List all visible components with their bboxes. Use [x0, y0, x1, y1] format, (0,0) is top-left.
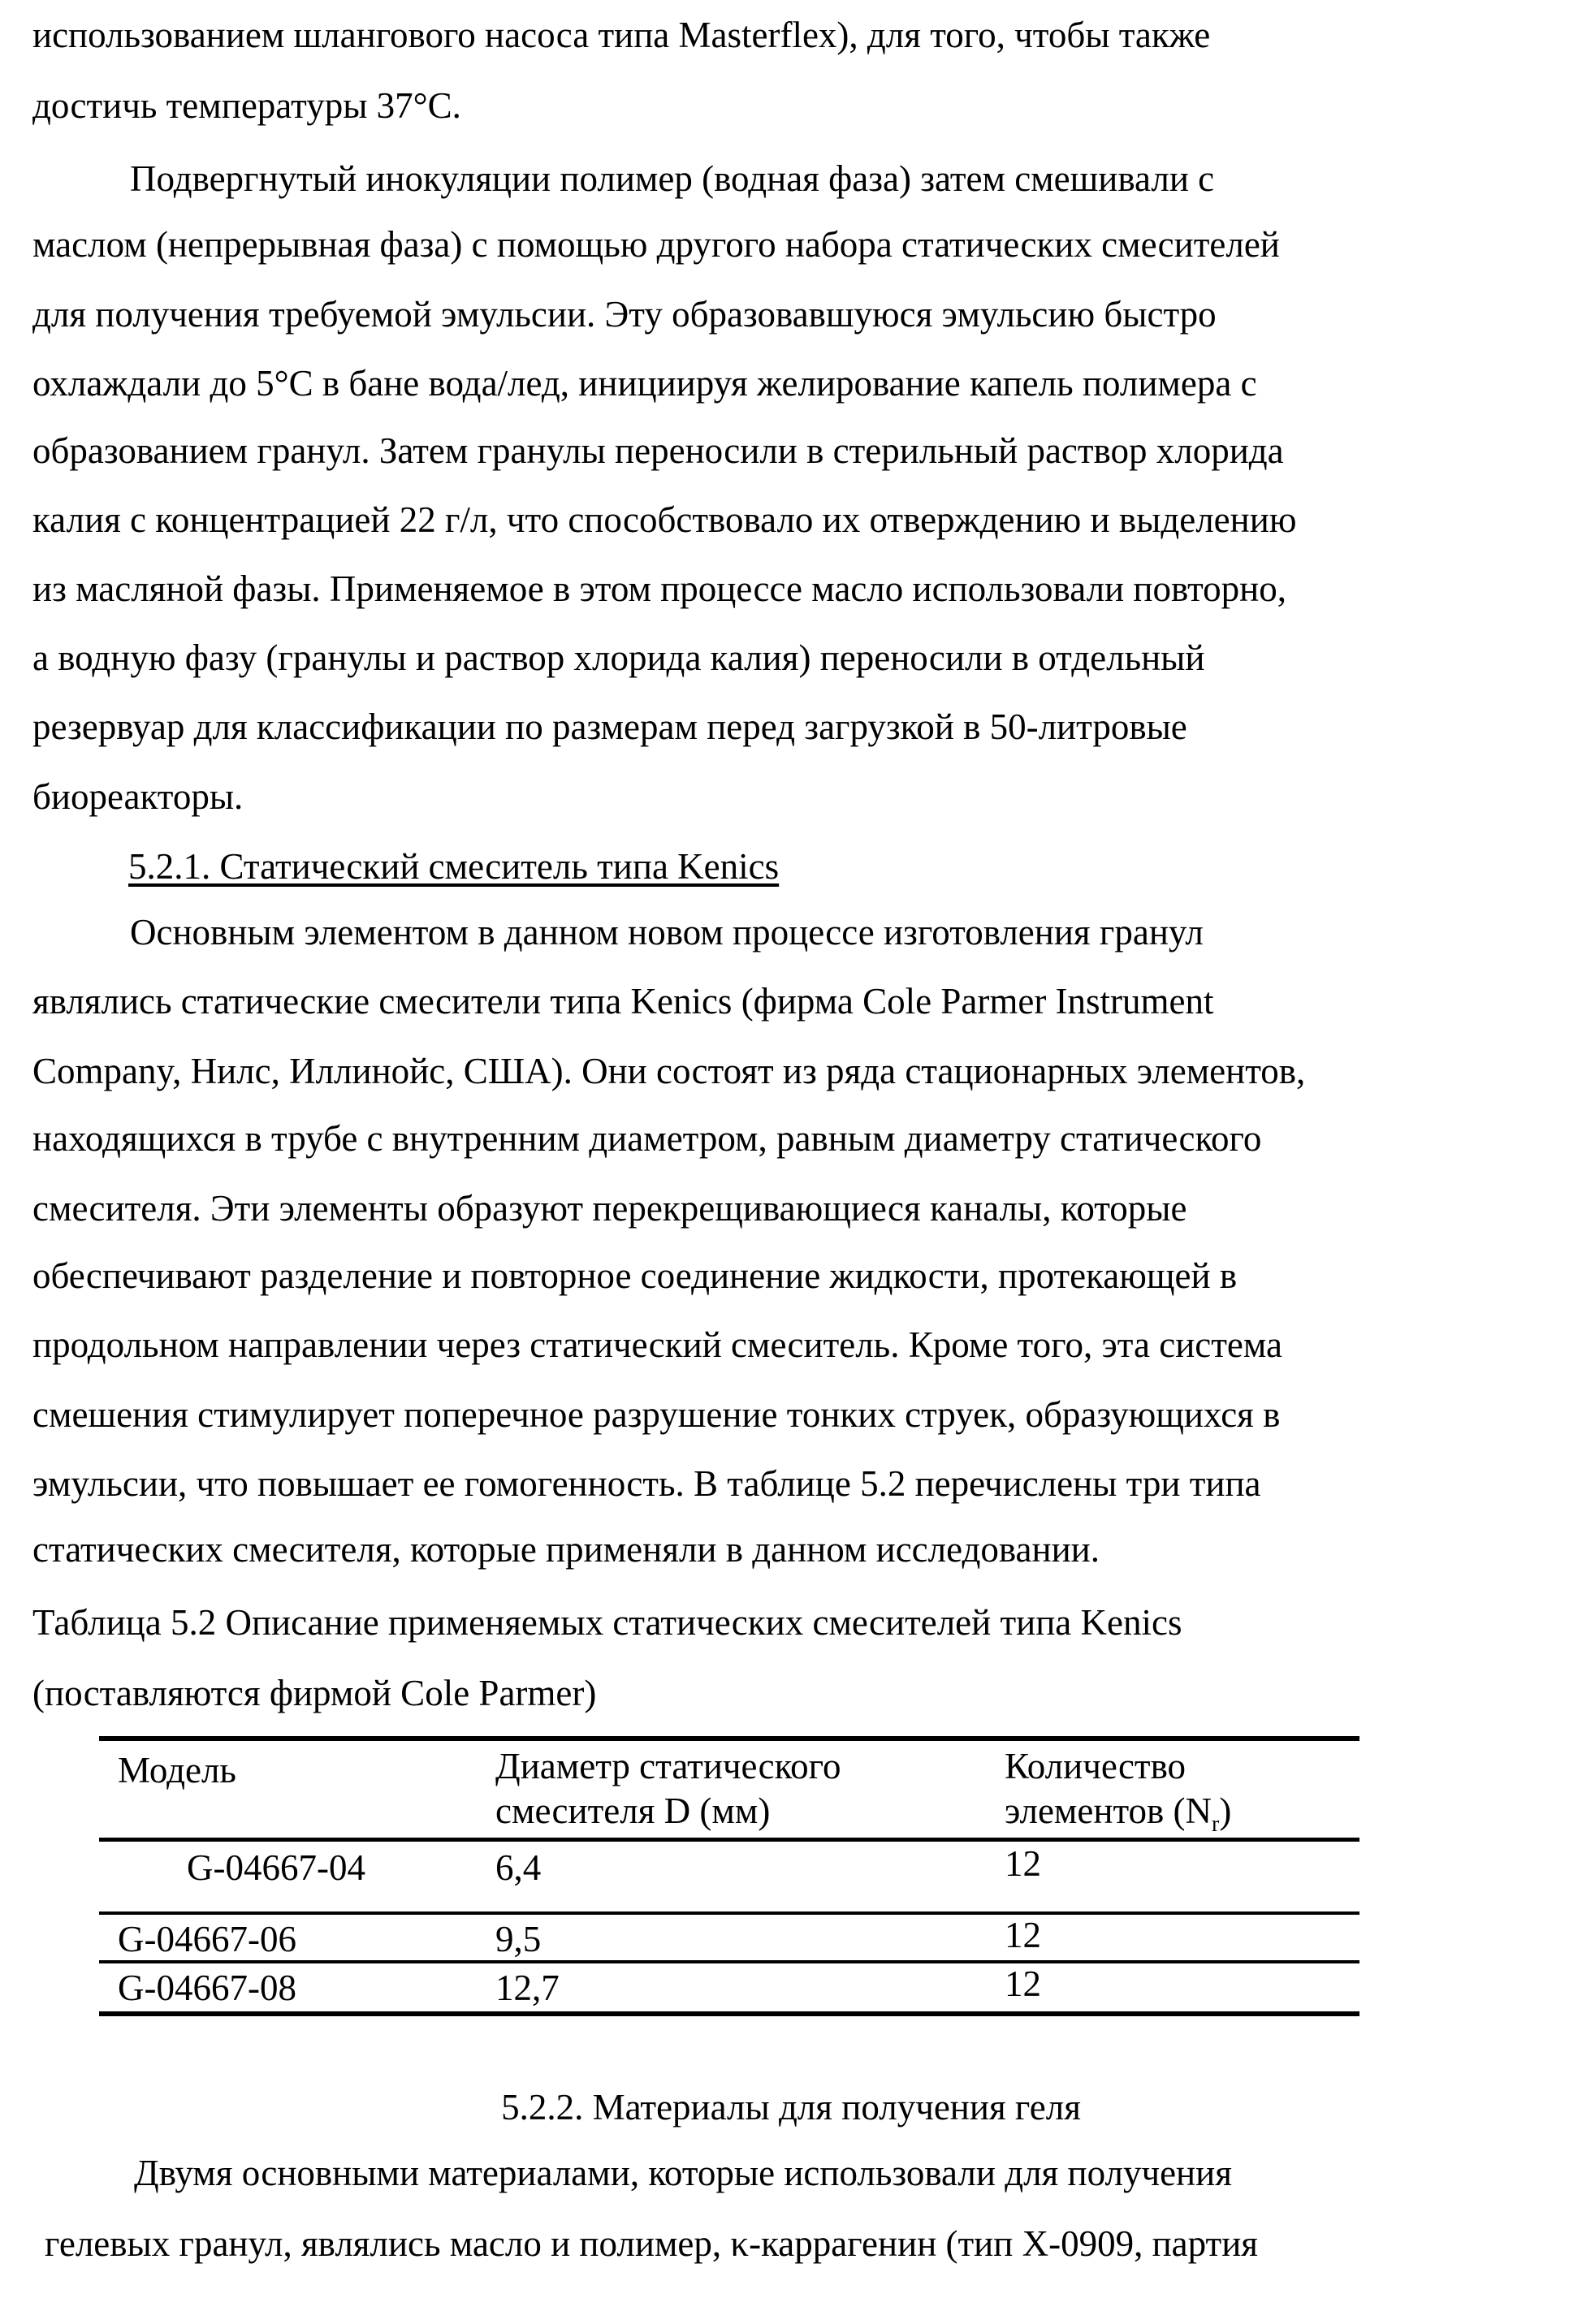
text-line: Основным элементом в данном новом процессе изготовления гранул	[130, 912, 1204, 952]
table-row-rule	[99, 1960, 1359, 1963]
cell-diameter: 6,4	[495, 1847, 541, 1888]
text-line: Подвергнутый инокуляции полимер (водная фаза) затем смешивали с	[130, 158, 1214, 199]
table-row-rule	[99, 1911, 1359, 1915]
table-top-rule	[99, 1736, 1359, 1741]
header-elements-subscript: r	[1212, 1812, 1219, 1837]
header-elements-close: )	[1219, 1791, 1231, 1831]
text-line: использованием шлангового насоса типа Masterflex), для того, чтобы также	[32, 15, 1210, 55]
header-diameter: Диаметр статического	[495, 1746, 841, 1786]
text-line: продольном направлении через статический смеситель. Кроме того, эта система	[32, 1324, 1282, 1365]
table-header-rule	[99, 1838, 1359, 1842]
header-elements-text: элементов (N	[1005, 1791, 1212, 1831]
cell-model: G-04667-06	[118, 1919, 296, 1959]
cell-elements: 12	[1005, 1915, 1041, 1955]
text-line: охлаждали до 5°C в бане вода/лед, инициируя желирование капель полимера с	[32, 363, 1257, 404]
header-elements	[1005, 1791, 1231, 1845]
text-line: Company, Нилс, Иллинойс, США). Они состоят из ряда стационарных элементов,	[32, 1051, 1305, 1091]
text-line: калия с концентрацией 22 г/л, что способствовало их отверждению и выделению	[32, 499, 1296, 540]
text-line: гелевых гранул, являлись масло и полимер, κ-каррагенин (тип X-0909, партия	[45, 2223, 1258, 2264]
cell-diameter: 9,5	[495, 1919, 541, 1959]
text-line: эмульсии, что повышает ее гомогенность. В таблице 5.2 перечислены три типа	[32, 1463, 1261, 1504]
text-line: находящихся в трубе с внутренним диаметром, равным диаметру статического	[32, 1118, 1261, 1159]
text-line: Двумя основными материалами, которые использовали для получения	[134, 2153, 1232, 2193]
text-line: смесителя. Эти элементы образуют перекрещивающиеся каналы, которые	[32, 1188, 1187, 1229]
text-line: для получения требуемой эмульсии. Эту образовавшуюся эмульсию быстро	[32, 294, 1217, 335]
cell-model: G-04667-08	[118, 1968, 296, 2008]
text-line: статических смесителя, которые применяли в данном исследовании.	[32, 1529, 1100, 1570]
text-line: образованием гранул. Затем гранулы переносили в стерильный раствор хлорида	[32, 430, 1284, 471]
header-diameter: смесителя D (мм)	[495, 1791, 770, 1831]
cell-elements: 12	[1005, 1963, 1041, 2004]
text-line: являлись статические смесители типа Kenics (фирма Cole Parmer Instrument	[32, 981, 1214, 1022]
text-line: а водную фазу (гранулы и раствор хлорида калия) переносили в отдельный	[32, 637, 1205, 678]
text-line: резервуар для классификации по размерам перед загрузкой в 50-литровые	[32, 706, 1187, 747]
text-line: из масляной фазы. Применяемое в этом процессе масло использовали повторно,	[32, 568, 1286, 609]
text-line: обеспечивают разделение и повторное соединение жидкости, протекающей в	[32, 1255, 1237, 1296]
text-line: биореакторы.	[32, 776, 243, 817]
text-line: смешения стимулирует поперечное разрушение тонких струек, образующихся в	[32, 1394, 1280, 1435]
table-caption: (поставляются фирмой Cole Parmer)	[32, 1673, 596, 1713]
cell-model: G-04667-04	[187, 1847, 365, 1888]
header-model: Модель	[118, 1750, 236, 1791]
cell-diameter: 12,7	[495, 1968, 560, 2008]
table-caption: Таблица 5.2 Описание применяемых статических смесителей типа Kenics	[32, 1602, 1182, 1643]
section-heading-5-2-1: 5.2.1. Статический смеситель типа Kenics	[128, 846, 779, 887]
section-heading-5-2-2: 5.2.2. Материалы для получения геля	[0, 2087, 1582, 2127]
text-line: маслом (непрерывная фаза) с помощью другого набора статических смесителей	[32, 224, 1280, 265]
header-elements: Количество	[1005, 1746, 1186, 1786]
cell-elements: 12	[1005, 1843, 1041, 1884]
text-line: достичь температуры 37°C.	[32, 85, 461, 126]
table-bottom-rule	[99, 2011, 1359, 2016]
